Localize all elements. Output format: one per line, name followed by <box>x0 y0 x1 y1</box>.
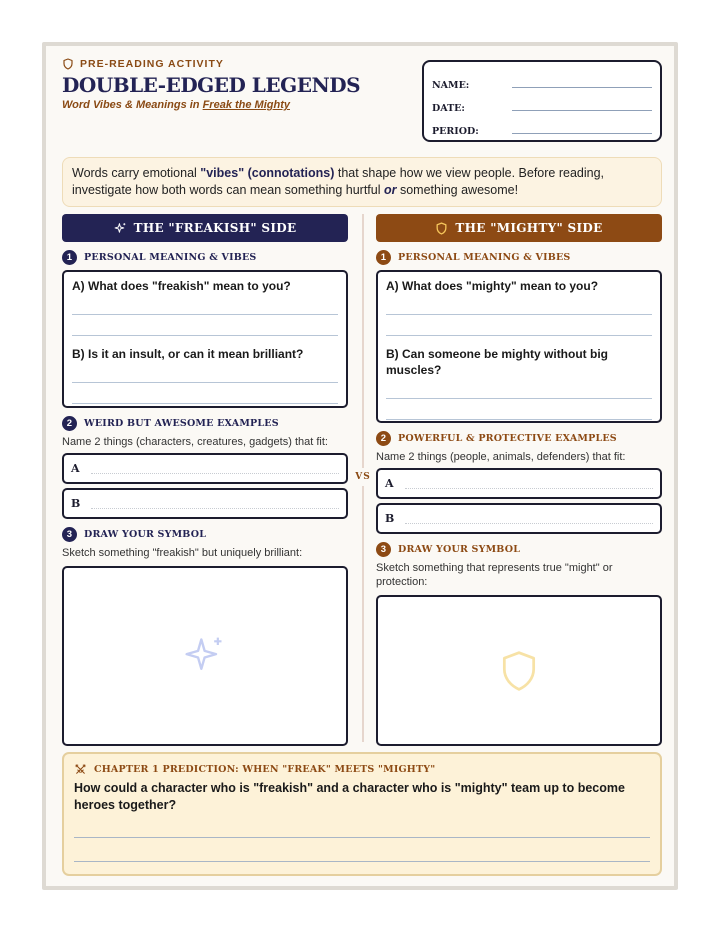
freakish-heading-text: THE "FREAKISH" SIDE <box>133 221 297 235</box>
intro-callout <box>62 157 662 207</box>
sparkle-icon <box>114 222 127 235</box>
shield-icon <box>62 58 74 70</box>
step-number-badge: 2 <box>376 431 391 446</box>
answer-line[interactable] <box>386 399 652 420</box>
name-label: NAME: <box>432 80 470 91</box>
name-row <box>432 68 652 91</box>
example-b-field[interactable] <box>376 503 662 534</box>
intro-text-2: that shape how we view people. Before reading, investigate how both words can mean something hurtful <box>72 166 605 197</box>
page-subtitle <box>62 99 422 111</box>
prediction-heading <box>74 763 650 776</box>
activity-kicker <box>62 58 422 70</box>
freakish-column <box>62 214 348 746</box>
example-a-field[interactable] <box>62 453 348 484</box>
worksheet-header <box>62 58 422 111</box>
step-number-badge: 1 <box>62 250 77 265</box>
section-title: PERSONAL MEANING & VIBES <box>398 251 571 263</box>
date-field[interactable] <box>512 110 652 111</box>
question-b: B) Is it an insult, or can it mean brilliant? <box>72 347 304 361</box>
example-a-field[interactable] <box>376 468 662 499</box>
answer-line[interactable] <box>72 315 338 336</box>
example-b-field[interactable] <box>62 488 348 519</box>
intro-emphasis: or <box>383 183 397 197</box>
step-number-badge: 3 <box>376 542 391 557</box>
intro-text-1: Words carry emotional <box>72 166 201 180</box>
example-letter: A <box>71 462 80 475</box>
vs-badge: VS <box>350 468 376 486</box>
draw-hint: Sketch something "freakish" but uniquely brilliant: <box>62 547 303 559</box>
shield-icon <box>435 222 448 235</box>
mighty-section-1-heading <box>376 249 662 265</box>
dotted-line <box>91 473 339 474</box>
mighty-section-2-heading <box>376 430 662 446</box>
step-number-badge: 2 <box>62 416 77 431</box>
shield-icon <box>497 649 541 693</box>
section-title: PERSONAL MEANING & VIBES <box>84 251 257 263</box>
dotted-line <box>405 523 653 524</box>
freakish-meaning-box <box>62 270 348 408</box>
section-title: DRAW YOUR SYMBOL <box>398 543 521 555</box>
answer-line[interactable] <box>386 294 652 315</box>
intro-bold: "vibes" (connotations) <box>200 166 335 180</box>
step-number-badge: 1 <box>376 250 391 265</box>
date-label: DATE: <box>432 103 465 114</box>
freakish-section-3-heading <box>62 526 348 542</box>
question-b: B) Can someone be mighty without big muscles? <box>386 347 608 377</box>
prediction-answer-line[interactable] <box>74 838 650 862</box>
answer-line[interactable] <box>72 362 338 383</box>
example-letter: A <box>385 477 394 490</box>
mighty-section-3-heading <box>376 541 662 557</box>
prediction-box <box>62 752 662 876</box>
crossed-swords-icon <box>74 763 87 776</box>
kicker-text: PRE-READING ACTIVITY <box>80 58 224 70</box>
intro-text-3: something awesome! <box>396 183 519 197</box>
prediction-question: How could a character who is "freakish" and a character who is "mighty" team up to become heroes together? <box>74 781 625 812</box>
mighty-meaning-box <box>376 270 662 423</box>
example-letter: B <box>385 512 395 525</box>
period-field[interactable] <box>512 133 652 134</box>
dotted-line <box>91 508 339 509</box>
mighty-heading-text: THE "MIGHTY" SIDE <box>455 221 603 235</box>
section-title: WEIRD BUT AWESOME EXAMPLES <box>84 417 279 429</box>
draw-hint: Sketch something that represents true "might" or protection: <box>376 562 613 588</box>
question-a: A) What does "freakish" mean to you? <box>72 279 291 293</box>
answer-line[interactable] <box>386 378 652 399</box>
dotted-line <box>405 488 653 489</box>
student-info-box <box>422 60 662 142</box>
step-number-badge: 3 <box>62 527 77 542</box>
answer-line[interactable] <box>72 294 338 315</box>
freakish-heading <box>62 214 348 242</box>
freakish-section-1-heading <box>62 249 348 265</box>
question-a: A) What does "mighty" mean to you? <box>386 279 599 293</box>
worksheet-page <box>42 42 678 890</box>
page-title: DOUBLE-EDGED LEGENDS <box>62 73 361 97</box>
sparkle-icon <box>183 634 227 678</box>
mighty-column <box>376 214 662 746</box>
examples-hint: Name 2 things (characters, creatures, gadgets) that fit: <box>62 436 328 448</box>
examples-hint: Name 2 things (people, animals, defenders) that fit: <box>376 451 626 463</box>
prediction-title: CHAPTER 1 PREDICTION: WHEN "FREAK" MEETS "MIGHTY" <box>94 764 436 775</box>
subtitle-prefix: Word Vibes & Meanings in <box>62 99 203 111</box>
period-row <box>432 114 652 137</box>
section-title: POWERFUL & PROTECTIVE EXAMPLES <box>398 432 617 444</box>
freakish-section-2-heading <box>62 415 348 431</box>
answer-line[interactable] <box>386 315 652 336</box>
answer-line[interactable] <box>72 383 338 404</box>
date-row <box>432 91 652 114</box>
mighty-drawing-area[interactable] <box>376 595 662 746</box>
name-field[interactable] <box>512 87 652 88</box>
freakish-drawing-area[interactable] <box>62 566 348 746</box>
period-label: PERIOD: <box>432 126 479 137</box>
example-letter: B <box>71 497 81 510</box>
subtitle-book-title: Freak the Mighty <box>202 99 290 111</box>
mighty-heading <box>376 214 662 242</box>
section-title: DRAW YOUR SYMBOL <box>84 528 207 540</box>
prediction-answer-line[interactable] <box>74 814 650 838</box>
